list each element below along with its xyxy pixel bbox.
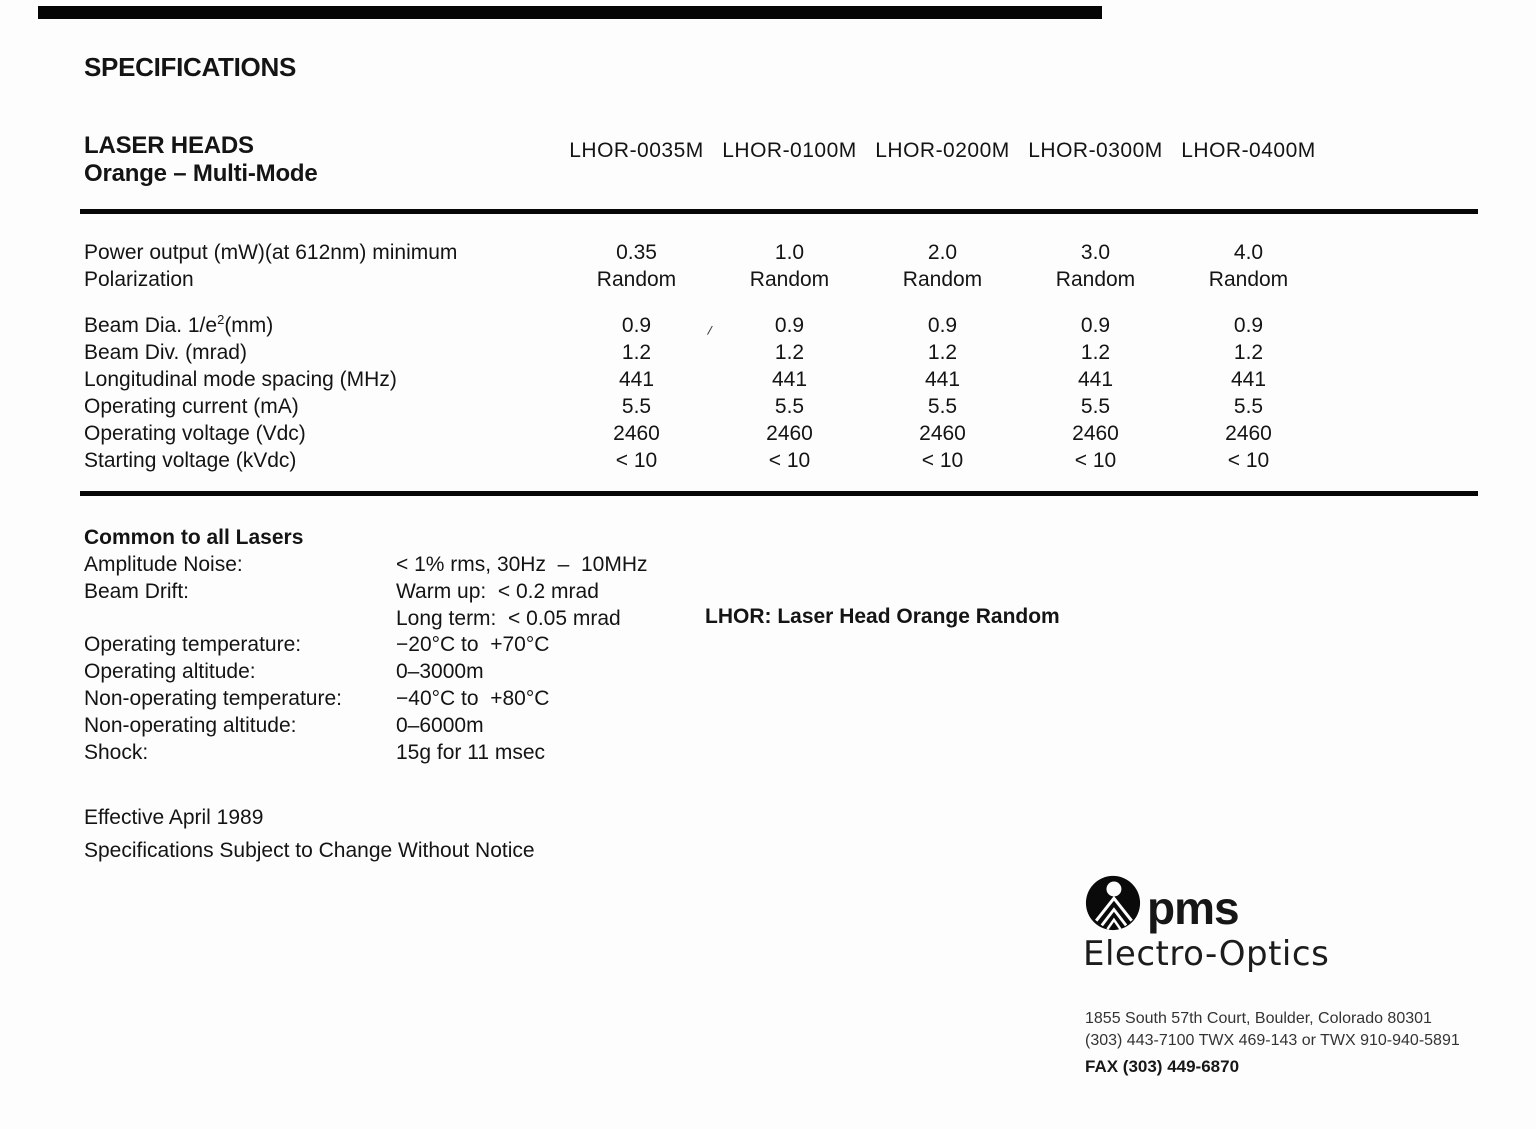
cell-value: 0.9 [927,314,958,337]
change-notice: Specifications Subject to Change Without Notice [84,839,535,862]
common-row [84,687,648,714]
common-row [84,607,648,634]
common-value: Long term: < 0.05 mrad [396,606,621,630]
fax-number: FAX (303) 449-6870 [1085,1057,1240,1076]
table-subtitle: Orange – Multi-Mode [84,160,318,187]
common-row [84,660,648,687]
common-value: 15g for 11 msec [396,740,546,764]
table-row [84,241,1325,268]
common-label [84,607,396,634]
cell-value: Random [1055,268,1136,291]
common-value: −40°C to +80°C [396,686,550,710]
cell-value: Random [1208,268,1289,291]
common-specs-section [84,526,648,767]
cell-value: < 10 [1074,449,1117,472]
row-label: Operating current (mA) [84,395,299,418]
company-name: Electro-Optics [1083,934,1330,974]
cell-value: 441 [1077,368,1114,391]
cell-value: 1.2 [774,341,805,364]
common-label: Operating altitude: [84,660,256,684]
cell-value: 5.5 [774,395,805,418]
cell-value: Random [596,268,677,291]
cell-value: Random [902,268,983,291]
cell-value: 5.5 [1233,395,1264,418]
common-value: < 1% rms, 30Hz – 10MHz [396,553,648,576]
common-label: Operating temperature: [84,633,302,657]
common-label: Beam Drift: [84,579,190,603]
address-line: (303) 443-7100 TWX 469-143 or TWX 910-940-5891 [1085,1032,1460,1049]
column-header: LHOR-0100M [722,139,857,162]
common-row [84,633,648,660]
common-value: 0–6000m [396,713,484,737]
cell-value: 1.2 [1233,341,1264,364]
pms-logo-icon [1085,874,1141,932]
cell-value: 5.5 [927,395,958,418]
spec-table-body [84,241,1325,476]
row-label: Starting voltage (kVdc) [84,449,297,472]
cell-value: 1.2 [621,341,652,364]
cell-value: 0.9 [1080,314,1111,337]
cell-value: Random [749,268,830,291]
common-value: 0–3000m [396,660,484,684]
cell-value: 5.5 [621,395,652,418]
pms-logo-text: pms [1147,882,1239,934]
common-section-title: Common to all Lasers [84,526,304,549]
table-row [84,268,1325,295]
table-row [84,341,1325,368]
common-value: Warm up: < 0.2 mrad [396,579,599,603]
column-header: LHOR-0035M [569,139,704,162]
cell-value: 2460 [1072,422,1119,445]
cell-value: 2460 [919,422,966,445]
horizontal-rule-top [80,209,1478,214]
common-value: −20°C to +70°C [396,633,550,657]
company-address [1085,1008,1460,1052]
common-label: Non-operating altitude: [84,713,297,737]
table-row [84,368,1325,395]
cell-value: < 10 [768,449,811,472]
cell-value: 1.2 [927,341,958,364]
model-column-headers [560,139,1325,163]
column-header: LHOR-0400M [1181,139,1316,162]
cell-value: 2460 [766,422,813,445]
scan-speck: / [706,322,714,339]
common-label: Non-operating temperature: [84,686,342,710]
common-row [84,741,648,768]
cell-value: 2.0 [927,241,958,264]
row-label: Operating voltage (Vdc) [84,422,306,445]
cell-value: 1.0 [774,241,805,264]
page-title: SPECIFICATIONS [84,52,297,82]
common-row [84,714,648,741]
row-label: Beam Div. (mrad) [84,341,247,364]
cell-value: 4.0 [1233,241,1264,264]
scan-artifact-bar [38,6,1102,19]
effective-date: Effective April 1989 [84,806,264,829]
cell-value: 2460 [1225,422,1272,445]
cell-value: 441 [771,368,808,391]
lhor-abbreviation-note: LHOR: Laser Head Orange Random [705,605,1060,628]
cell-value: 441 [618,368,655,391]
cell-value: 0.35 [616,241,657,264]
address-line: 1855 South 57th Court, Boulder, Colorado 80301 [1085,1010,1432,1027]
table-title: LASER HEADS [84,132,254,159]
row-label: Power output (mW)(at 612nm) minimum [84,241,458,264]
common-label: Shock: [84,740,149,764]
cell-value: 0.9 [774,314,805,337]
column-header: LHOR-0300M [1028,139,1163,162]
table-row [84,422,1325,449]
table-title-block [84,132,318,188]
table-row [84,314,1325,341]
common-row [84,553,648,580]
superscript: 2 [217,312,225,327]
cell-value: < 10 [1227,449,1270,472]
cell-value: < 10 [615,449,658,472]
cell-value: 3.0 [1080,241,1111,264]
row-label: Longitudinal mode spacing (MHz) [84,368,397,391]
cell-value: 1.2 [1080,341,1111,364]
cell-value: 5.5 [1080,395,1111,418]
row-label: Polarization [84,268,194,291]
horizontal-rule-bottom [80,491,1478,496]
cell-value: < 10 [921,449,964,472]
common-row [84,580,648,607]
cell-value: 0.9 [1233,314,1264,337]
cell-value: 441 [924,368,961,391]
cell-value: 0.9 [621,314,652,337]
cell-value: 441 [1230,368,1267,391]
row-label: Beam Dia. $1/e^2(mm)$ [84,312,274,337]
column-header: LHOR-0200M [875,139,1010,162]
table-row [84,395,1325,422]
cell-value: 2460 [613,422,660,445]
table-row [84,449,1325,476]
common-label: Amplitude Noise: [84,553,243,576]
